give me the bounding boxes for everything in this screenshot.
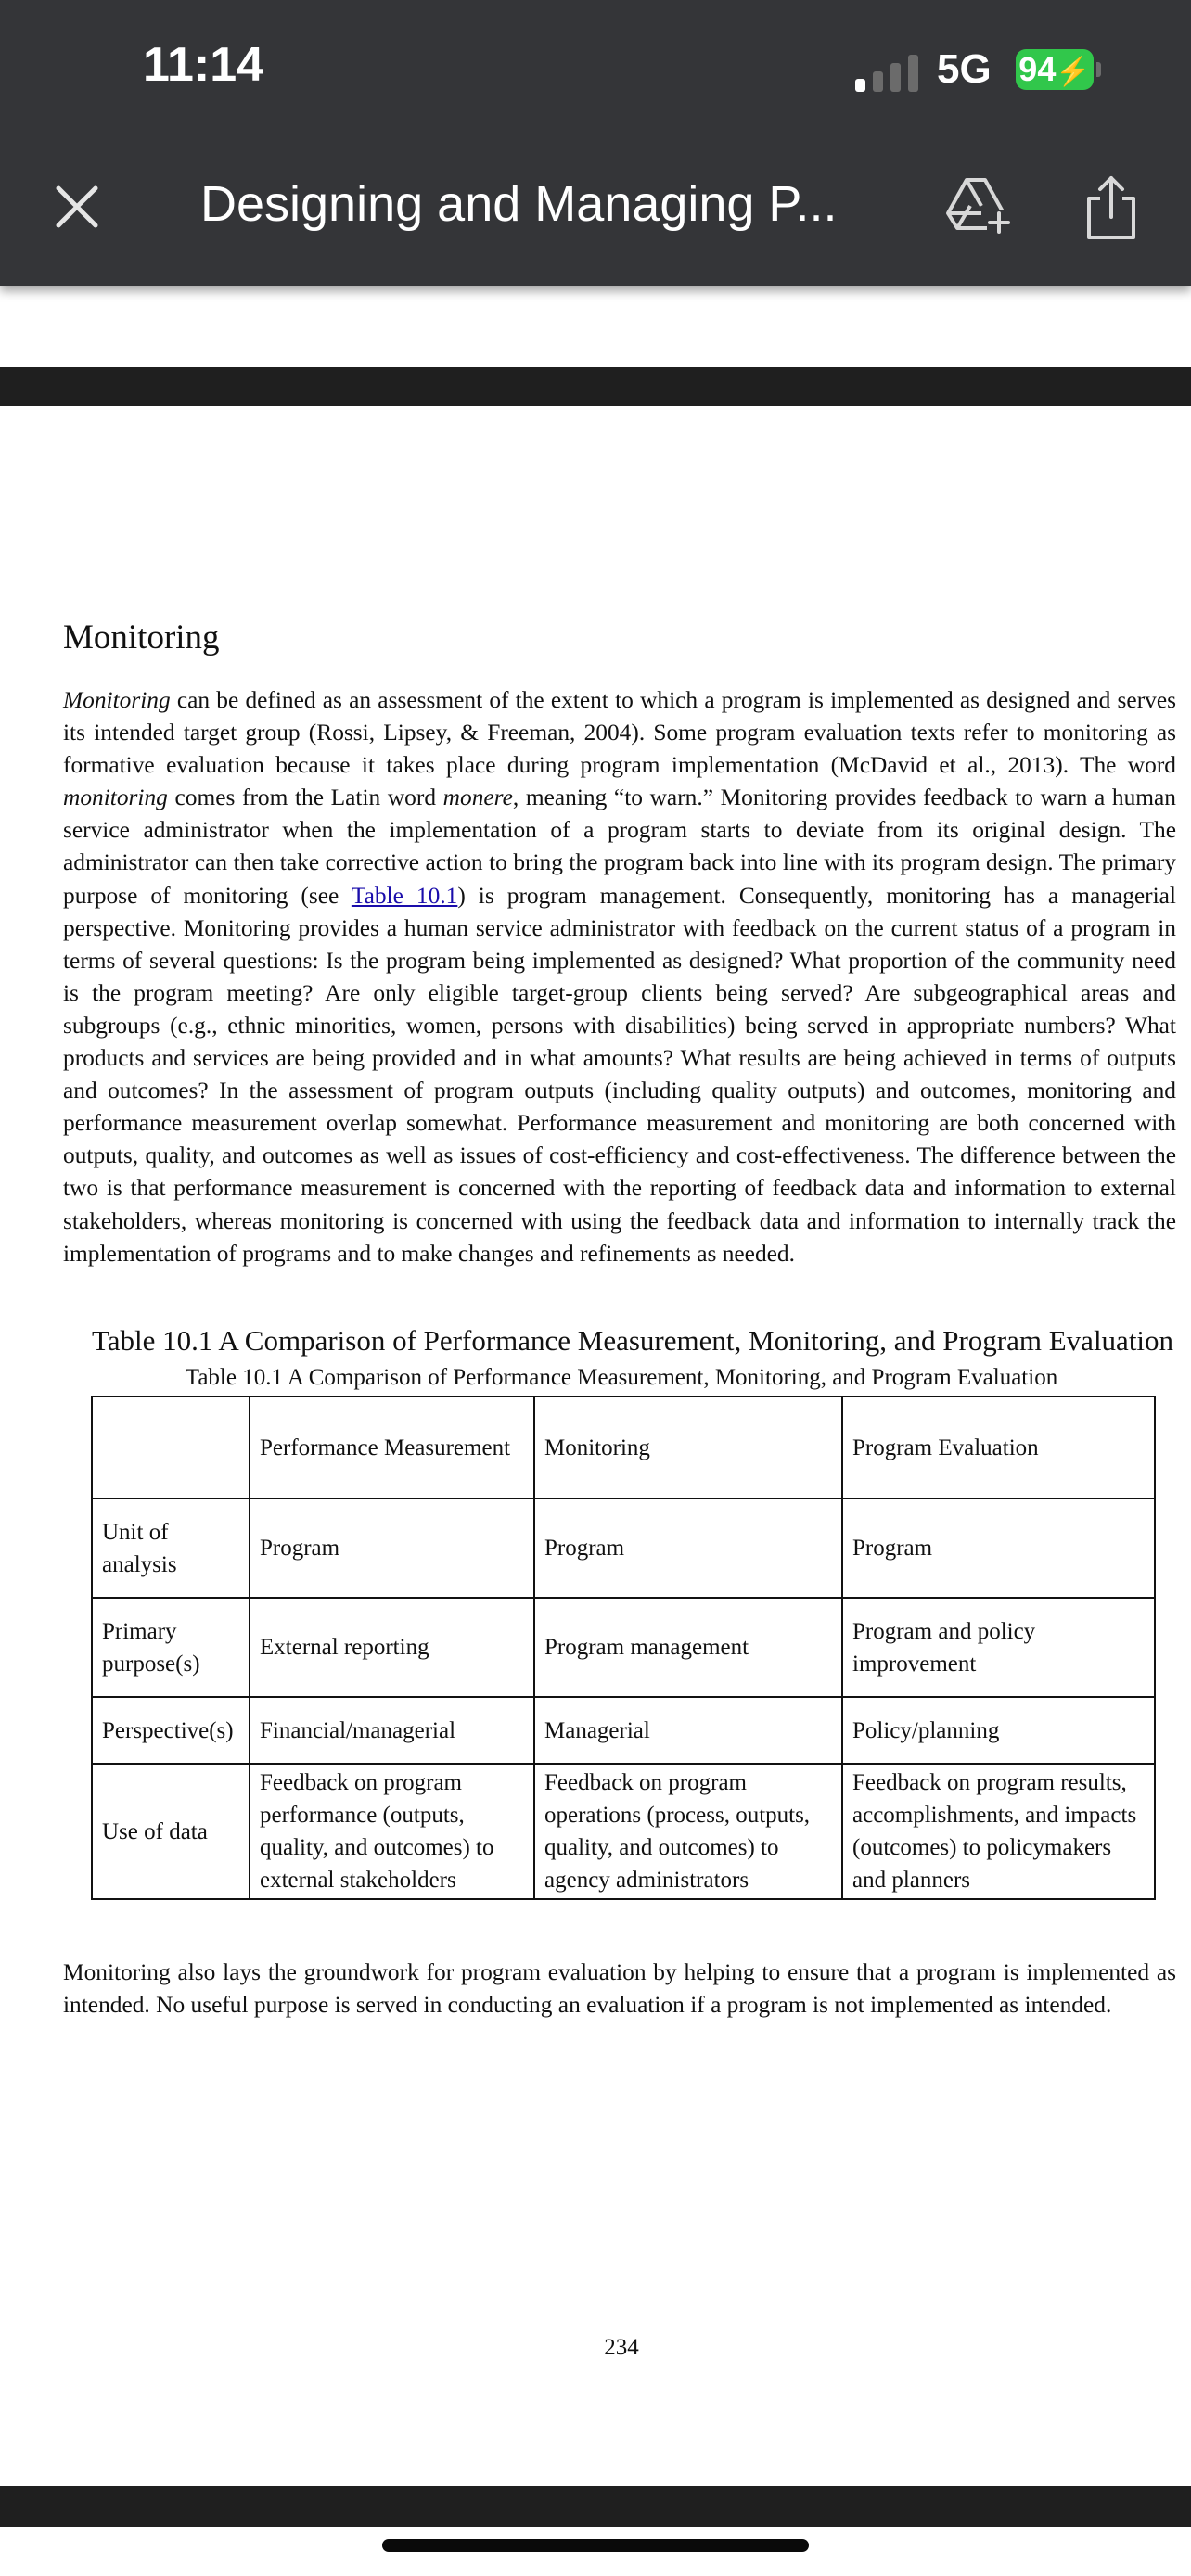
cellular-signal-icon xyxy=(855,53,920,92)
table-cell: Program xyxy=(534,1498,842,1598)
table-header-cell: Monitoring xyxy=(534,1396,842,1498)
table-cell: Program management xyxy=(534,1598,842,1697)
table-cell: Managerial xyxy=(534,1697,842,1764)
table-row xyxy=(92,1764,1155,1899)
table-cell: Financial/managerial xyxy=(250,1697,534,1764)
table-header-row xyxy=(92,1396,1155,1498)
table-cell: Policy/planning xyxy=(842,1697,1155,1764)
add-to-drive-button[interactable] xyxy=(944,174,1013,239)
table-cell: External reporting xyxy=(250,1598,534,1697)
table-cell: Feedback on program operations (process, outputs, quality, and outcomes) to agency administrators xyxy=(534,1764,842,1899)
table-header-cell xyxy=(92,1396,250,1498)
term-monitoring-word: monitoring xyxy=(63,784,168,811)
status-time: 11:14 xyxy=(143,38,264,92)
table-row-label: Perspective(s) xyxy=(92,1697,250,1764)
close-button[interactable] xyxy=(51,181,103,233)
table-cell: Program and policy improvement xyxy=(842,1598,1155,1697)
table-cell: Feedback on program results, accomplishments, and impacts (outcomes) to policymakers and planners xyxy=(842,1764,1155,1899)
table-header-cell: Performance Measurement xyxy=(250,1396,534,1498)
table-caption: Table 10.1 A Comparison of Performance Measurement, Monitoring, and Program Evaluation xyxy=(91,1324,1174,1357)
paragraph-text: , meaning “to warn.” Monitoring provides feedback to warn a human service administrator when the implementation of a program starts to deviate from its original design. The administrator can then take corrective action to bring the program back into line with its program design. The primary purpose of monitoring (see xyxy=(63,784,1177,909)
add-to-drive-icon xyxy=(944,174,1013,239)
paragraph-text: ) is program management. Consequently, monitoring has a managerial perspective. Monitoring provides a human service administrator with feedback on the current status of a program in terms of several questions: Is the program being implemented as designed? What proportion of the community need is the program meeting? Are only eligible target-group clients being served? Are subgeographical areas and subgroups (e.g., ethnic minorities, women, persons with disabilities) being served in appropriate numbers? What products and services are being provided and in what amounts? What results are being achieved in terms of outputs and outcomes? In the assessment of program outputs (including quality outputs) and outcomes, monitoring and performance measurement overlap somewhat. Performance measurement and monitoring are both concerned with outputs, quality, and outcomes as well as issues of cost-efficiency and cost-effectiveness. The difference between the two is that performance measurement is concerned with the reporting of feedback data and information to external stakeholders, whereas monitoring is concerned with using the feedback data and information to internally track the implementation of programs and to make changes and refinements as needed. xyxy=(63,882,1176,1267)
comparison-table xyxy=(91,1396,1156,1900)
battery-level: 94 xyxy=(1018,50,1057,88)
share-button[interactable] xyxy=(1083,172,1139,243)
app-header xyxy=(0,0,1191,286)
table-cell: Program xyxy=(842,1498,1155,1598)
battery-indicator xyxy=(1016,49,1094,90)
table-10-1-link[interactable]: Table 10.1 xyxy=(351,882,458,909)
paragraph-text: comes from the Latin word xyxy=(167,784,443,811)
page-separator-top xyxy=(0,367,1191,406)
share-icon xyxy=(1083,172,1139,243)
table-cell: Feedback on program performance (outputs, quality, and outcomes) to external stakeholders xyxy=(250,1764,534,1899)
table-row xyxy=(92,1697,1155,1764)
paragraph-text: can be defined as an assessment of the extent to which a program is implemented as designed and serves its intended target group (Rossi, Lipsey, & Freeman, 2004). Some program evaluation texts refer to monitoring as formative evaluation because it takes place during program implementation (McDavid et al., 2013). The word xyxy=(63,687,1176,779)
section-heading: Monitoring xyxy=(63,618,220,657)
table-header-cell: Program Evaluation xyxy=(842,1396,1155,1498)
battery-tip xyxy=(1096,62,1101,77)
table-row-label: Primary purpose(s) xyxy=(92,1598,250,1697)
monitoring-paragraph xyxy=(63,684,1176,1270)
page-number: 234 xyxy=(604,2335,639,2360)
table-caption-repeat: Table 10.1 A Comparison of Performance Measurement, Monitoring, and Program Evaluation xyxy=(185,1365,1058,1390)
page-separator-bottom xyxy=(0,2486,1191,2527)
closing-paragraph: Monitoring also lays the groundwork for program evaluation by helping to ensure that a program is implemented as intended. No useful purpose is served in conducting an evaluation if a program is not implemented as intended. xyxy=(63,1959,1176,2019)
close-icon xyxy=(51,181,103,233)
term-monere: monere xyxy=(442,784,513,811)
network-type: 5G xyxy=(937,46,992,92)
term-monitoring: Monitoring xyxy=(63,687,171,713)
table-row xyxy=(92,1498,1155,1598)
home-indicator[interactable] xyxy=(382,2539,809,2552)
table-row xyxy=(92,1598,1155,1697)
document-title: Designing and Managing P... xyxy=(200,176,838,232)
table-cell: Program xyxy=(250,1498,534,1598)
document-page xyxy=(0,406,1191,2486)
table-row-label: Unit of analysis xyxy=(92,1498,250,1598)
charging-bolt-icon: ⚡ xyxy=(1056,57,1091,87)
table-row-label: Use of data xyxy=(92,1764,250,1899)
